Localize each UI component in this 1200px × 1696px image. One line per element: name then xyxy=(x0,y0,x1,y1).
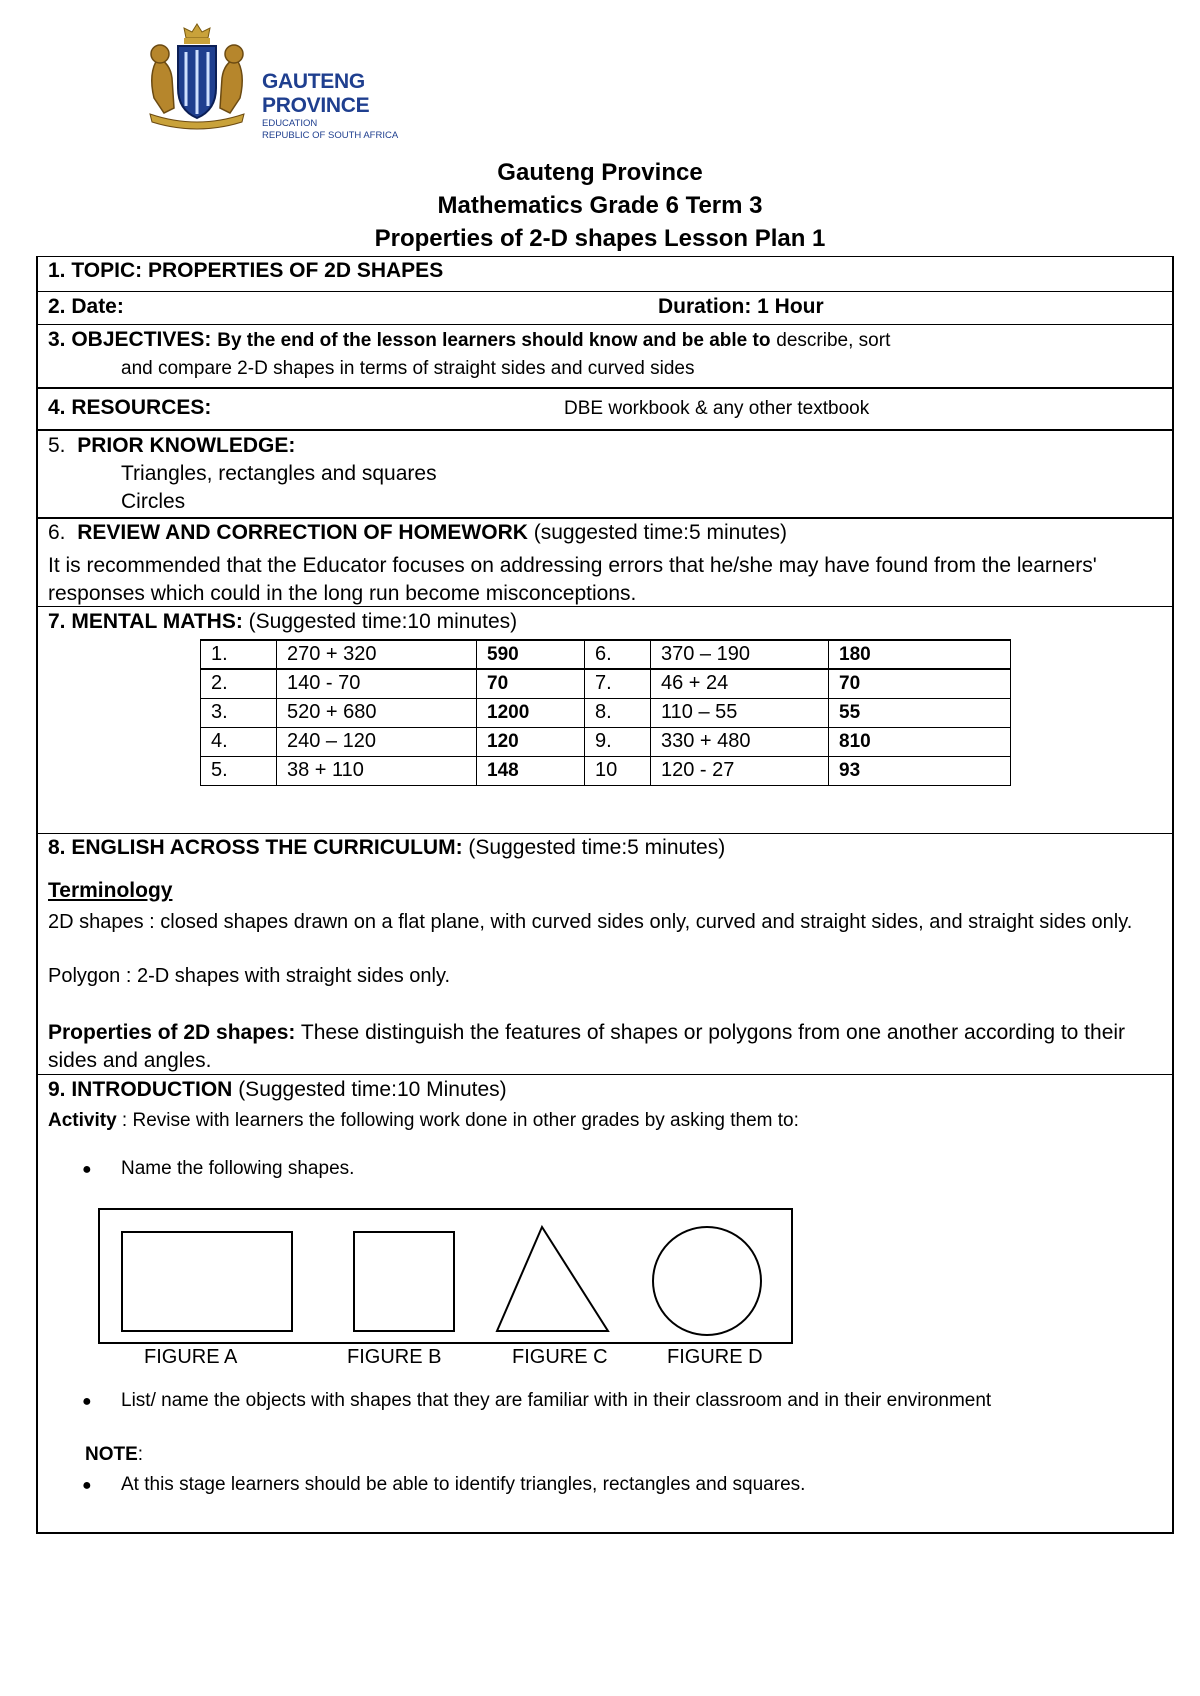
review-heading xyxy=(48,521,787,545)
divider xyxy=(36,517,1174,519)
divider xyxy=(36,429,1174,431)
mental-maths-expression: 240 – 120 xyxy=(277,727,477,756)
note-colon: : xyxy=(137,1444,144,1465)
review-label: REVIEW AND CORRECTION OF HOMEWORK xyxy=(77,521,528,544)
coat-of-arms-icon xyxy=(140,18,255,130)
properties-definition xyxy=(48,1019,1168,1075)
mental-maths-number: 9. xyxy=(585,727,651,756)
term-polygon: Polygon : 2-D shapes with straight sides only. xyxy=(48,965,451,987)
resources-text: DBE workbook & any other textbook xyxy=(564,398,870,419)
mental-maths-number: 2. xyxy=(201,669,277,698)
prior-label: PRIOR KNOWLEDGE: xyxy=(77,434,296,457)
properties-label: Properties of 2D shapes: xyxy=(48,1021,296,1044)
english-time: (Suggested time:5 minutes) xyxy=(468,836,726,859)
bullet-icon: ● xyxy=(82,1393,92,1410)
mental-maths-number: 8. xyxy=(585,698,651,727)
mental-maths-expression: 38 + 110 xyxy=(277,756,477,785)
mental-maths-number: 6. xyxy=(585,640,651,669)
figure-a-label: FIGURE A xyxy=(144,1346,238,1368)
bullet-identify-shapes: At this stage learners should be able to identify triangles, rectangles and squares. xyxy=(121,1474,806,1495)
mental-maths-row xyxy=(201,698,1011,727)
topic: 1. TOPIC: PROPERTIES OF 2D SHAPES xyxy=(48,259,444,282)
objectives-bold-text: By the end of the lesson learners should know and be able to xyxy=(217,330,771,351)
bullet-icon: ● xyxy=(82,1161,92,1178)
mental-maths-row xyxy=(201,669,1011,698)
date-label: 2. Date: xyxy=(48,295,124,318)
introduction-label: 9. INTRODUCTION xyxy=(48,1078,233,1101)
mental-maths-expression: 270 + 320 xyxy=(277,640,477,669)
bullet-icon: ● xyxy=(82,1477,92,1494)
mental-maths-heading xyxy=(48,610,517,634)
mental-maths-answer: 180 xyxy=(829,640,1011,669)
english-label: 8. ENGLISH ACROSS THE CURRICULUM: xyxy=(48,836,463,859)
logo-subtitle-1: EDUCATION xyxy=(262,118,318,129)
objectives-label: 3. OBJECTIVES: xyxy=(48,328,212,351)
mental-maths-number: 3. xyxy=(201,698,277,727)
heading-line-2: Mathematics Grade 6 Term 3 xyxy=(437,192,763,219)
mental-maths-answer: 148 xyxy=(477,756,585,785)
prior-item-2: Circles xyxy=(121,490,186,513)
heading-line-3: Properties of 2-D shapes Lesson Plan 1 xyxy=(374,225,826,252)
mental-maths-label: 7. MENTAL MATHS: xyxy=(48,610,243,633)
mental-maths-number: 7. xyxy=(585,669,651,698)
square-shape xyxy=(354,1232,454,1331)
activity-line xyxy=(48,1110,799,1132)
mental-maths-answer: 120 xyxy=(477,727,585,756)
note-heading xyxy=(85,1444,143,1466)
mental-maths-answer: 70 xyxy=(829,669,1011,698)
properties-text: These distinguish the features of shapes or polygons from one another according to their sides and angles. xyxy=(48,1021,1126,1072)
mental-maths-expression: 520 + 680 xyxy=(277,698,477,727)
prior-item-1: Triangles, rectangles and squares xyxy=(121,462,437,485)
resources-label: 4. RESOURCES: xyxy=(48,396,212,419)
figure-b-label: FIGURE B xyxy=(347,1346,442,1368)
divider xyxy=(36,387,1174,389)
duration: Duration: 1 Hour xyxy=(658,295,824,318)
divider xyxy=(36,324,1174,325)
term-2d-shapes: 2D shapes : closed shapes drawn on a flat plane, with curved sides only, curved and straight sides, and straight sides only. xyxy=(48,911,1133,933)
logo-title: GAUTENG PROVINCE xyxy=(262,70,370,117)
mental-maths-answer: 55 xyxy=(829,698,1011,727)
review-number: 6. xyxy=(48,521,66,544)
mental-maths-table xyxy=(200,639,1011,786)
introduction-time: (Suggested time:10 Minutes) xyxy=(238,1078,507,1101)
mental-maths-answer: 70 xyxy=(477,669,585,698)
activity-label: Activity xyxy=(48,1110,117,1131)
prior-knowledge-heading xyxy=(48,434,295,458)
divider xyxy=(36,291,1174,292)
objectives-text: describe, sort xyxy=(776,330,891,351)
mental-maths-number: 1. xyxy=(201,640,277,669)
mental-maths-answer: 1200 xyxy=(477,698,585,727)
mental-maths-number: 10 xyxy=(585,756,651,785)
prior-number: 5. xyxy=(48,434,66,457)
mental-maths-expression: 370 – 190 xyxy=(651,640,829,669)
logo-subtitle-2: REPUBLIC OF SOUTH AFRICA xyxy=(262,130,399,141)
figure-d-label: FIGURE D xyxy=(667,1346,763,1368)
mental-maths-number: 4. xyxy=(201,727,277,756)
review-time: (suggested time:5 minutes) xyxy=(533,521,788,544)
figure-c-label: FIGURE C xyxy=(512,1346,608,1368)
objectives-line-1 xyxy=(48,328,890,352)
note-label: NOTE xyxy=(85,1444,138,1465)
mental-maths-expression: 330 + 480 xyxy=(651,727,829,756)
activity-text: : Revise with learners the following work done in other grades by asking them to: xyxy=(121,1110,799,1131)
mental-maths-expression: 120 - 27 xyxy=(651,756,829,785)
mental-maths-answer: 590 xyxy=(477,640,585,669)
mental-maths-expression: 140 - 70 xyxy=(277,669,477,698)
mental-maths-number: 5. xyxy=(201,756,277,785)
mental-maths-answer: 810 xyxy=(829,727,1011,756)
bullet-name-shapes: Name the following shapes. xyxy=(121,1158,355,1179)
mental-maths-row xyxy=(201,640,1011,669)
introduction-heading xyxy=(48,1078,507,1102)
divider xyxy=(36,833,1174,834)
review-text: It is recommended that the Educator focuses on addressing errors that he/she may have found from the learners' responses which could in the long run become misconceptions. xyxy=(48,554,1097,605)
shapes-figure-box xyxy=(98,1208,793,1344)
bullet-list-objects: List/ name the objects with shapes that they are familiar with in their classroom and in their environment xyxy=(121,1390,992,1411)
circle-shape xyxy=(653,1227,761,1335)
heading-line-1: Gauteng Province xyxy=(497,159,703,186)
mental-maths-expression: 46 + 24 xyxy=(651,669,829,698)
mental-maths-row xyxy=(201,756,1011,785)
terminology-heading: Terminology xyxy=(48,879,173,902)
mental-maths-answer: 93 xyxy=(829,756,1011,785)
gauteng-logo xyxy=(140,18,460,141)
objectives-line-2: and compare 2-D shapes in terms of straight sides and curved sides xyxy=(121,358,695,379)
english-heading xyxy=(48,836,725,860)
rectangle-shape xyxy=(122,1232,292,1331)
mental-maths-time: (Suggested time:10 minutes) xyxy=(248,610,518,633)
mental-maths-expression: 110 – 55 xyxy=(651,698,829,727)
mental-maths-row xyxy=(201,727,1011,756)
triangle-shape xyxy=(497,1227,608,1331)
